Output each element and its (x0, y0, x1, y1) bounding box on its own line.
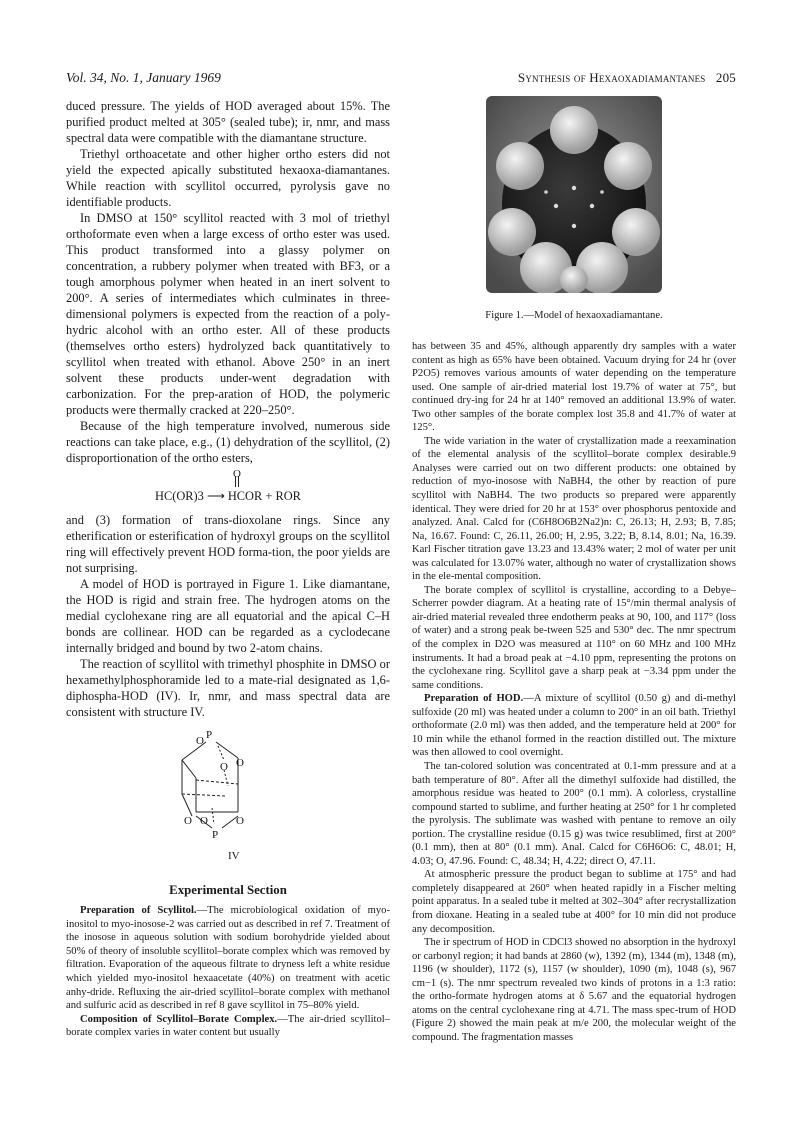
paragraph: duced pressure. The yields of HOD averaged about 15%. The purified product melted at 305° (sealed tube); ir, nmr, and mass spectral data were compatible with the diamantane structure. (66, 99, 390, 145)
running-title: Synthesis of Hexaoxadiamantanes (517, 70, 706, 85)
paragraph-heading: Preparation of Scyllitol. (80, 905, 197, 916)
paragraph: The borate complex of scyllitol is crystalline, according to a Debye–Scherrer powder diagram. At a heating rate of 15°/min thermal analysis of air-dried material revealed three endotherm peaks at 90, 100, and 117° (loss of water) and a strong peak be-tween 525 and 530° dec. The nmr spectrum of the complex in D2O was measured at 110° on 60 MHz and 100 MHz instruments. It had a broad peak at −4.10 ppm, representing the protons on the cyclohexane ring. Scyllitol gave a sharp peak at −3.34 ppm under the same conditions. (412, 584, 736, 691)
page-number: 205 (715, 70, 736, 85)
atom-o: O (236, 815, 244, 827)
structure-iv (66, 720, 390, 870)
journal-citation: Vol. 34, No. 1, January 1969 (66, 70, 221, 85)
figure-caption: Figure 1.—Model of hexaoxadiamantane. (485, 310, 663, 321)
atom-o: O (220, 761, 228, 773)
paragraph (412, 692, 736, 760)
paragraph-text: —The microbiological oxidation of myo-inositol to myo-inosose-2 was carried out as described in ref 7. Treatment of the inosose in aqueous solution with sodium borohydride yielded about 50% of theory of insoluble scyllitol–borate complex which was removed by filtration. Evaporation of the aqueous filtrate to dryness left a white residue which yielded myo-inositol hexaacetate (40%) on treatment with acetic anhy-dride. Refluxing the air-dried scyllitol–borate complex with methanol and sulfuric acid as described in ref 8 gave scyllitol in 75–80% yield. (66, 905, 390, 1012)
equation-text: HC(OR)3 ⟶ HCOR + ROR (155, 489, 301, 503)
paragraph: A model of HOD is portrayed in Figure 1. Like diamantane, the HOD is rigid and strain free. The hydrogen atoms on the medial cyclohexane ring are all equatorial and the apical C–H bonds are collinear. HOD can be regarded as a cyclodecane internally bridged and bound by two 2-atom chains. (66, 577, 390, 655)
paragraph (66, 904, 390, 1013)
equation-oxygen: O (233, 468, 241, 480)
running-header (478, 70, 736, 86)
paragraph: At atmospheric pressure the product began to sublime at 175° and had completely disappeared at 260° when heated rapidly in a Fischer melting point apparatus. In a sealed tube it melted at 302–304° after recrystallization from dioxane. Heating in a sealed tube at 400° for 10 min did not produce any decomposition. (412, 869, 736, 935)
paragraph-text: —The air-dried scyllitol–borate complex varies in water content but usually (66, 1013, 390, 1039)
atom-o: O (236, 757, 244, 769)
structure-label: IV (228, 850, 240, 862)
paragraph: The wide variation in the water of crystallization made a reexamination of the elemental analysis of the scyllitol–borate complex desirable.9 Analyses were carried out on two different products: one obtained by reduction of myo-inosose with NaBH4, the other by reaction of pure scyllitol with NaBH4. The two products so prepared were apparently identical. They were dried for 20 hr at 153° over phosphorus pentoxide and analyzed. Anal. Calcd for (C6H8O6B2Na2)n: C, 26.13; H, 2.93; B, 7.85; Na, 16.67. Found: C, 26.11, 26.00; H, 2.95, 3.22; B, 8.14, 8.01; Na, 16.39. Karl Fischer titration gave 13.23 and 13.43% water; 2 mol of water per unit was calculated for 13.07% water, although no water of crystallization shows in the ele-mental composition. (412, 435, 736, 583)
reaction-equation (66, 466, 390, 512)
paragraph-text: —A mixture of scyllitol (0.50 g) and di-methyl sulfoxide (20 ml) was heated under a column to 200° in an oil bath. Triethyl orthoformate (2.0 ml) was then added, and the temperature held at 200° for 10 min while the ethanol formed in the reaction distilled out. The mixture was then allowed to cool overnight. (412, 693, 736, 759)
paragraph: The reaction of scyllitol with trimethyl phosphite in DMSO or hexamethylphosphoramide led to a mate-rial designated as 1,6-diphospha-HOD (IV). Ir, nmr, and mass spectral data are consistent with structure IV. (66, 657, 390, 719)
molecular-model-image (486, 96, 662, 293)
atom-o: O (184, 815, 192, 827)
paragraph: Because of the high temperature involved, numerous side reactions can take place, e.g., (1) dehydration of the scyllitol, (2) disproportionation of the ortho esters, (66, 419, 390, 465)
paragraph-heading: Composition of Scyllitol–Borate Complex. (80, 1013, 278, 1025)
atom-o: O (196, 735, 204, 747)
structure-iv-drawing (166, 724, 296, 846)
double-bond-mark (235, 476, 239, 487)
paragraph: Triethyl orthoacetate and other higher ortho esters did not yield the expected apically substituted hexaoxa-diamantanes. While reaction with scyllitol occurred, pyrolysis gave no identifiable products. (66, 147, 390, 209)
paragraph: The tan-colored solution was concentrated at 0.1-mm pressure and at a bath temperature of 80°. After all the dimethyl sulfoxide had distilled, the amorphous residue was heated to 200° (0.1 mm). A colorless, crystalline compound started to sublime, and further heating at 250° for 1 hr completed the pyrolysis. The sublimate was washed with pentane to remove an oily portion. The crystalline residue (0.15 g) was twice resublimed, first at 200° (0.1 mm), then at 80° (0.1 mm). Anal. Calcd for C6H6O6: C, 48.01; H, 4.03; O, 47.96. Found: C, 48.34; H, 4.22; direct O, 47.11. (412, 760, 736, 867)
right-column (412, 340, 736, 1044)
left-column (66, 98, 390, 1040)
atom-p-top: P (206, 729, 213, 741)
paragraph-heading: Preparation of HOD. (424, 693, 524, 705)
atom-o: O (200, 815, 208, 827)
paragraph: In DMSO at 150° scyllitol reacted with 3 mol of triethyl orthoformate even when a large excess of ortho ester was used. This product transformed into a glassy polymer on concentration, a rubbery polymer when treated with BF3, or a tough amorphous polymer when heated in an inert solvent to 200°. A series of intermediates which culminates in three-dimensional polymers is expected from the reaction of a poly-hydric alcohol with an ortho ester. All of these products (themselves ortho esters) hydrolyzed back quantitatively to scyllitol when treated with ethanol. Above 250° in an inert solvent these products under-went degradation with carbonization. For the prep-aration of HOD, the polymeric products were thermally cracked at 220–250°. (66, 211, 390, 417)
atom-p-bottom: P (212, 829, 219, 841)
paragraph: and (3) formation of trans-dioxolane rings. Since any etherification or esterification of hydroxyl groups on the scyllitol ring will effectively prevent HOD forma-tion, the poor yields are not surprising. (66, 513, 390, 575)
paragraph: The ir spectrum of HOD in CDCl3 showed no absorption in the hydroxyl or carbonyl region; it had bands at 2860 (w), 1392 (m), 1344 (m), 1348 (m), 1196 (w shoulder), 1172 (s), 1157 (w shoulder), 1090 (m), 1048 (s), 967 cm−1 (s). The nmr spectrum revealed two kinds of protons in a 1:3 ratio: the ortho-formate hydrogen atoms at δ 5.67 and the equatorial hydrogen atoms on the central cyclohexane ring at 4.71. The mass spec-trum of HOD (Figure 2) showed the main peak at m/e 200, the molecular weight of the compound. The fragmentation masses (412, 937, 736, 1043)
experimental-section (66, 904, 390, 1040)
figure-1-photo (486, 96, 662, 293)
paragraph (66, 1013, 390, 1040)
section-title: Experimental Section (169, 883, 287, 897)
paragraph: has between 35 and 45%, although apparently dry samples with a water content as high as 65% have been obtained. Vacuum drying for 24 hr (over P2O5) removes various amounts of water depending on the temperature used. One sample of air-dried material lost 19.7% of water at 75°, but continued dry-ing for 24 hr at 140° removed an additional 13.9% of water. Two other samples of the borate complex lost 35.8 and 41.7% of water at 125°. (412, 341, 736, 434)
